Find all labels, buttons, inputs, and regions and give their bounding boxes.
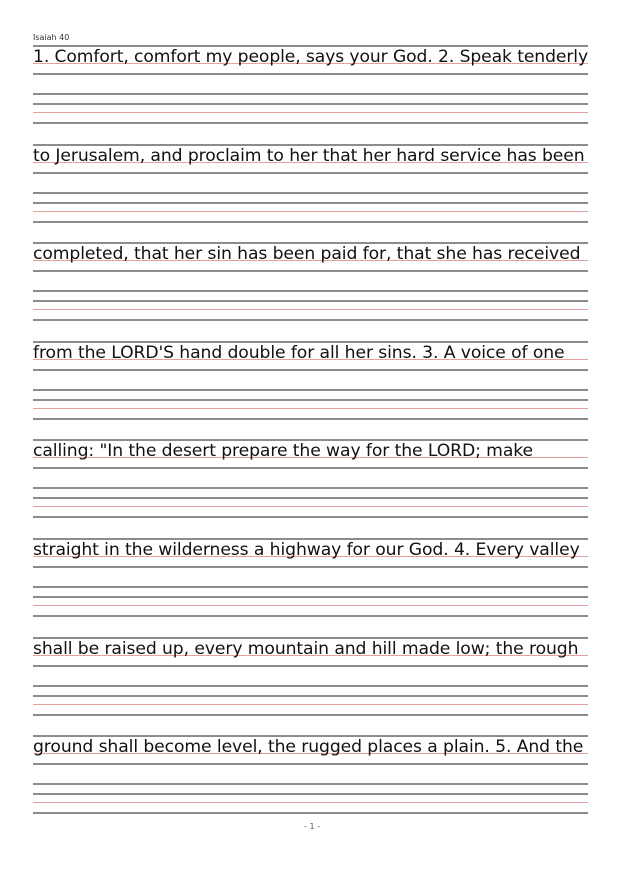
practice-block <box>33 341 588 421</box>
guide-line <box>33 389 588 391</box>
guide-line <box>33 586 588 588</box>
guide-line <box>33 467 588 469</box>
practice-block <box>33 144 588 224</box>
guide-line <box>33 763 588 765</box>
guide-line <box>33 418 588 420</box>
practice-block <box>33 45 588 125</box>
tracing-text: to Jerusalem, and proclaim to her that her hard service has been <box>33 145 585 166</box>
guide-line <box>33 566 588 568</box>
guide-line <box>33 202 588 204</box>
page-header: Isaiah 40 <box>33 33 70 42</box>
guide-line <box>33 319 588 321</box>
practice-block <box>33 735 588 815</box>
baseline-line <box>33 605 588 606</box>
guide-line <box>33 665 588 667</box>
tracing-text: straight in the wilderness a highway for our God. 4. Every valley <box>33 540 580 560</box>
guide-line <box>33 793 588 795</box>
practice-block <box>33 538 588 618</box>
guide-line <box>33 300 588 302</box>
guide-line <box>33 172 588 174</box>
guide-line <box>33 192 588 194</box>
tracing-text: calling: "In the desert prepare the way for the LORD; make <box>33 441 533 462</box>
practice-block <box>33 242 588 322</box>
guide-line <box>33 369 588 371</box>
baseline-line <box>33 112 588 113</box>
guide-line <box>33 270 588 272</box>
guide-line <box>33 783 588 785</box>
guide-line <box>33 685 588 687</box>
practice-block <box>33 637 588 717</box>
tracing-text: shall be raised up, every mountain and hill made low; the rough <box>33 638 579 659</box>
guide-line <box>33 714 588 716</box>
practice-block <box>33 439 588 519</box>
guide-line <box>33 73 588 75</box>
guide-line <box>33 497 588 499</box>
baseline-line <box>33 506 588 507</box>
guide-line <box>33 615 588 617</box>
baseline-line <box>33 802 588 803</box>
tracing-text: 1. Comfort, comfort my people, says your God. 2. Speak tenderly <box>33 47 588 67</box>
guide-line <box>33 93 588 95</box>
guide-line <box>33 103 588 105</box>
tracing-text: from the LORD'S hand double for all her sins. 3. A voice of one <box>33 342 565 363</box>
guide-line <box>33 290 588 292</box>
guide-line <box>33 399 588 401</box>
guide-line <box>33 487 588 489</box>
page-number: - 1 - <box>304 822 320 831</box>
tracing-text: ground shall become level, the rugged places a plain. 5. And the <box>33 737 584 758</box>
baseline-line <box>33 211 588 212</box>
tracing-text: completed, that her sin has been paid for, that she has received <box>33 244 581 265</box>
guide-line <box>33 122 588 124</box>
baseline-line <box>33 408 588 409</box>
guide-line <box>33 812 588 814</box>
guide-line <box>33 596 588 598</box>
guide-line <box>33 516 588 518</box>
baseline-line <box>33 704 588 705</box>
guide-line <box>33 221 588 223</box>
baseline-line <box>33 309 588 310</box>
guide-line <box>33 695 588 697</box>
